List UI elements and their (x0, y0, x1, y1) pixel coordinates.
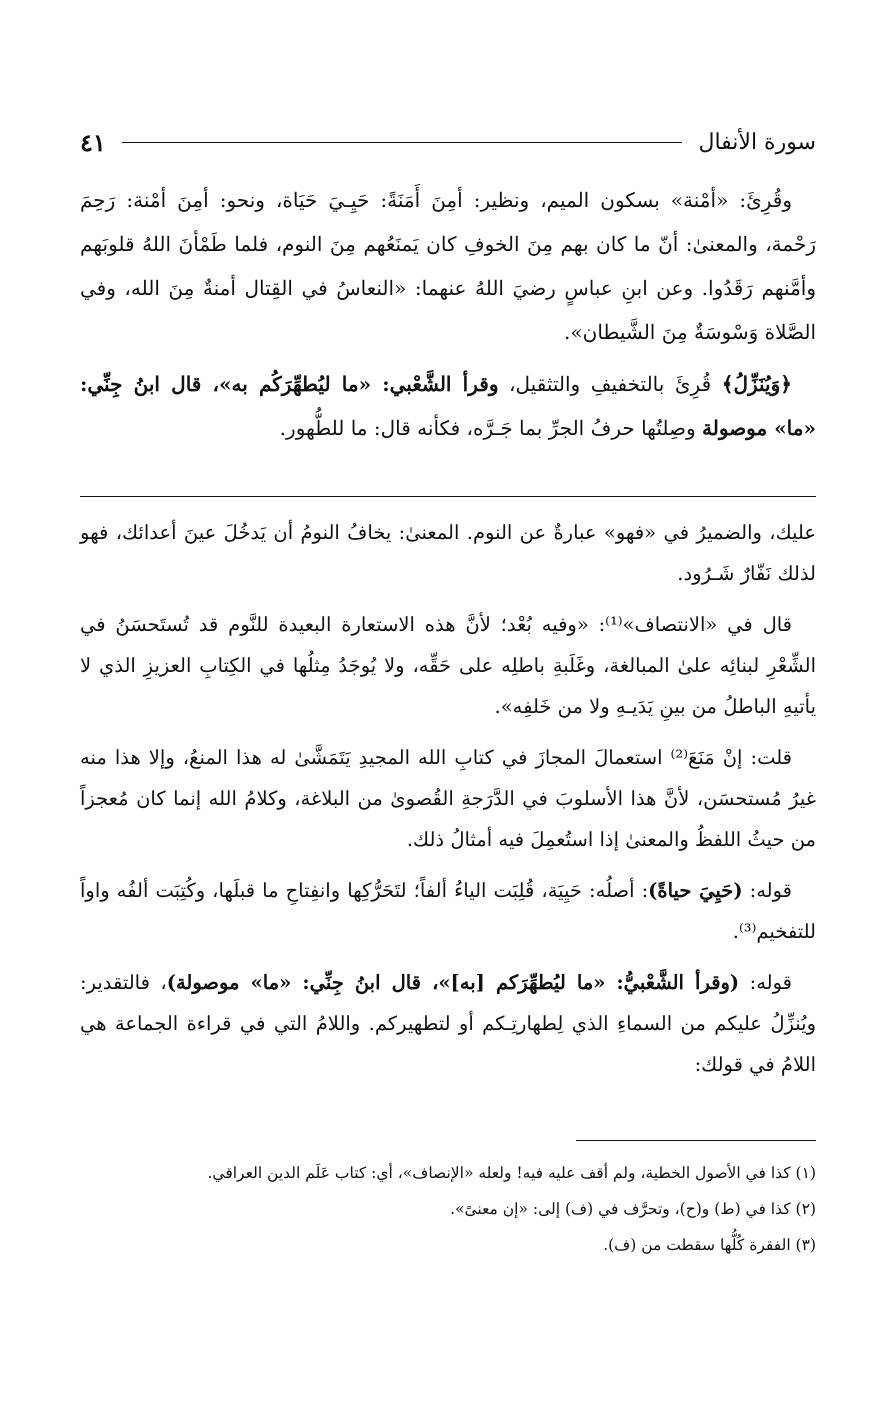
page-number: ٤١ (80, 127, 106, 157)
paragraph-lead: قوله: (739, 971, 793, 994)
section-divider (80, 496, 816, 497)
paragraph-lead: قوله: (742, 879, 792, 902)
commentary-paragraph: عليك، والضميرُ في «فهو» عبارةٌ عن النوم. المعنىٰ: يخافُ النومُ أن يَدخُلَ عينَ أعدائك، فهو لذلك نَفّارٌ شَـرُود. (80, 521, 816, 585)
surah-title: سورة الأنفال (698, 129, 816, 155)
footnote-1: (١) كذا في الأصول الخطية، ولم أقف عليه فيه! ولعله «الإنصاف»، أي: كتاب عَلَم الدين العراقي. (207, 1164, 816, 1182)
commentary-text (80, 512, 816, 1095)
commentary-paragraph: قلت: إنْ مَنَعَ⁽²⁾ استعمالَ المجازَ في كتابِ الله المجيدِ يَتَمَشَّىٰ له هذا المنعُ، وإلا هذا منه غيرُ مُستحسَن، لأنَّ هذا الأسلوبَ في الدَّرَجةِ القُصوىٰ من البلاغة، وكلامُ الله إنما كان مُعجزاً من حيثُ اللفظُ والمعنىٰ إذا استُعمِلَ فيه أمثالُ ذلك. (80, 746, 816, 851)
paragraph-qiraat: وقُرِئَ: «أمْنة» بسكون الميم، ونظير: أمِنَ أَمَنَةً: حَيِـيَ حَيَاة، ونحو: أمِنَ أمْنة: رَحِمَ رَحْمة، والمعنىٰ: أنّ ما كان بهم مِنَ الخوفِ كان يَمنَعُهم مِنَ النوم، فلما طَمْأنَ اللهُ قلوبَهم وأمَّنهم رَقَدُوا. وعن ابنِ عباسٍ رضيَ اللهُ عنهما: «النعاسُ في القِتال أمنةٌ مِنَ الله، وفي الصَّلاة وَسْوسَةٌ مِنَ الشَّيطان». (80, 188, 816, 344)
quran-word: ﴿وَيُنَزِّلُ﴾ (721, 372, 792, 396)
footnote-divider (576, 1140, 816, 1141)
bold-quote: وقرأ الشَّعْبي: «ما ليُطهِّرَكُم به»، قال ابنُ جِنِّي: «ما» موصولة (80, 372, 816, 440)
footnote-2: (٢) كذا في (ط) و(ح)، وتحرَّف في (ف) إلى: «إن معنىً». (450, 1200, 816, 1218)
main-text (80, 178, 816, 458)
running-header (80, 122, 816, 162)
paragraph-yunazzil (80, 362, 816, 450)
commentary-paragraph (80, 962, 816, 1085)
footnote-3: (٣) الفقرة كُلُّها سقطت من (ف). (603, 1236, 816, 1254)
commentary-paragraph: قال في «الانتصاف»⁽¹⁾: «وفيه بُعْد؛ لأنَّ هذه الاستعارة البعيدة للنَّوم قد تُستَحسَنُ في الشِّعْرِ لبنائِه علىٰ المبالغة، وغَلَبةِ باطلِه على حَقِّه، ولا يُوجَدُ مِثلُها في الكِتابِ العزيزِ الذي لا يأتيهِ الباطلُ من بينِ يَدَيـهِ ولا من خَلفِه». (80, 613, 816, 718)
bold-quote: (وقرأ الشَّعْبيُّ: «ما ليُطهِّرَكم [به]»، قال ابنُ جِنِّي: «ما» موصولة) (166, 971, 740, 994)
commentary-paragraph (80, 870, 816, 952)
paragraph-text: قُرِئَ بالتخفيفِ والتثقيل، (498, 372, 722, 396)
header-rule (122, 142, 683, 143)
paragraph-text: وصِلتُها حرفُ الجرِّ بما جَـرَّه، فكأنه قال: ما للطُّهور. (279, 416, 703, 440)
bold-quote: (حَيِيَ حياةً) (648, 879, 743, 902)
footnotes (80, 1158, 816, 1266)
paragraph-text: : أصلُه: حَيِيَة، قُلِبَت الياءُ ألفاً؛ لتَحَرُّكِها وانفِتاحِ ما قبلَها، وكُتِبَت ألفُه واواً للتفخيم⁽³⁾. (80, 879, 816, 943)
paragraph-text: ، فالتقدير: ويُنزِّلُ عليكم من السماءِ الذي لِطهارتِـكم أو لتطهيركم. واللامُ التي في قراءة الجماعة هي اللامُ في قولك: (80, 971, 816, 1076)
